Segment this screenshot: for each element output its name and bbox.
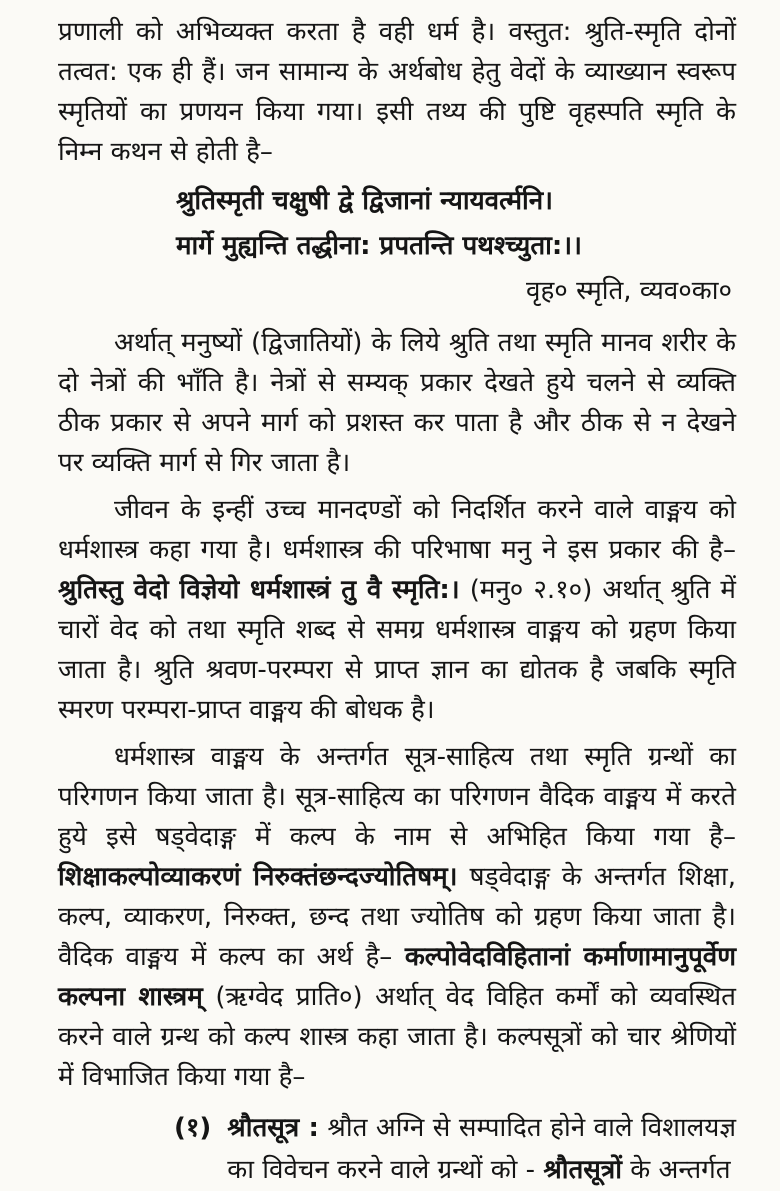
paragraph <box>58 323 736 483</box>
bold-text-run: श्रौतसूत्र : <box>227 1113 319 1143</box>
verse <box>176 179 736 269</box>
text-run: प्रणाली को अभिव्यक्त करता है वही धर्म है। वस्तुत: श्रुति-स्मृति दोनों तत्वत: एक ही हैं। जन सामान्य के अर्थबोध हेतु वेदों के व्याख्यान स्वरूप स्मृतियों का प्रणयन किया गया। इसी तथ्य की पुष्टि वृहस्पति स्मृति के निम्न कथन से होती है– <box>58 17 736 167</box>
text-run: षड्वेदाङ्ग के अन्तर्गत शिक्षा, कल्प, व्याकरण, निरुक्त, छन्द तथा ज्योतिष को ग्रहण किया जाता है। वैदिक वाङ्मय में कल्प का अर्थ है– <box>58 862 736 972</box>
text-run: अर्थात् मनुष्यों (द्विजातियों) के लिये श्रुति तथा स्मृति मानव शरीर के दो नेत्रों की भाँति है। नेत्रों से सम्यक् प्रकार देखते हुये चलने से व्यक्ति ठीक प्रकार से अपने मार्ग को प्रशस्त कर पाता है और ठीक से न देखने पर व्यक्ति मार्ग से गिर जाता है। <box>58 328 736 478</box>
list-item-number: (१) <box>174 1113 212 1143</box>
text-run: (ऋग्वेद प्राति०) अर्थात् वेद विहित कर्मों को व्यवस्थित करने वाले ग्रन्थ को कल्प शास्त्र कहा जाता है। कल्पसूत्रों को चार श्रेणियों में विभाजित किया गया है– <box>58 982 736 1092</box>
bold-text-run: शिक्षाकल्पोव्याकरणं निरुक्तंछन्दज्योतिषम्। <box>58 862 458 892</box>
verse-line: मार्गे मुह्यन्ति तद्धीना: प्रपतन्ति पथश्च्युता:।। <box>176 231 583 261</box>
text-run: जीवन के इन्हीं उच्च मानदण्डों को निदर्शित करने वाले वाङ्मय को धर्मशास्त्र कहा गया है। धर्मशास्त्र की परिभाषा मनु ने इस प्रकार की है– <box>58 495 736 565</box>
paragraph <box>58 737 736 1097</box>
verse-line: श्रुतिस्मृती चक्षुषी द्वे द्विजानां न्यायवर्त्मनि। <box>176 186 554 216</box>
text-run: के अन्तर्गत <box>621 1155 731 1185</box>
list-item-body <box>227 1107 736 1191</box>
list-item <box>174 1107 736 1191</box>
bold-text-run: श्रुतिस्तु वेदो विज्ञेयो धर्मशास्त्रं तु वै स्मृति:। <box>58 575 460 605</box>
paragraph <box>58 490 736 730</box>
paragraph <box>58 12 736 172</box>
bold-text-run: कल्पोवेदविहितानां कर्माणामानुपूर्वेण कल्पना शास्त्रम् <box>58 942 736 1012</box>
text-run: धर्मशास्त्र वाङ्मय के अन्तर्गत सूत्र-साहित्य तथा स्मृति ग्रन्थों का परिगणन किया जाता है। सूत्र-साहित्य का परिगणन वैदिक वाङ्मय में करते हुये इसे षड्वेदाङ्ग में कल्प के नाम से अभिहित किया गया है– <box>58 742 736 852</box>
text-run: श्रौत अग्नि से सम्पादित होने वाले विशालयज्ञ का विवेचन करने वाले ग्रन्थों को - <box>227 1113 736 1185</box>
verse-attribution: वृह० स्मृति, व्यव०का० <box>526 276 732 306</box>
text-run: (मनु० २.१०) अर्थात् श्रुति में चारों वेद को तथा स्मृति शब्द से समग्र धर्मशास्त्र वाङ्मय को ग्रहण किया जाता है। श्रुति श्रवण-परम्परा से प्राप्त ज्ञान का द्योतक है जबकि स्मृति स्मरण परम्परा-प्राप्त वाङ्मय की बोधक है। <box>58 575 736 725</box>
bold-text-run: श्रौतसूत्रों <box>543 1155 622 1185</box>
